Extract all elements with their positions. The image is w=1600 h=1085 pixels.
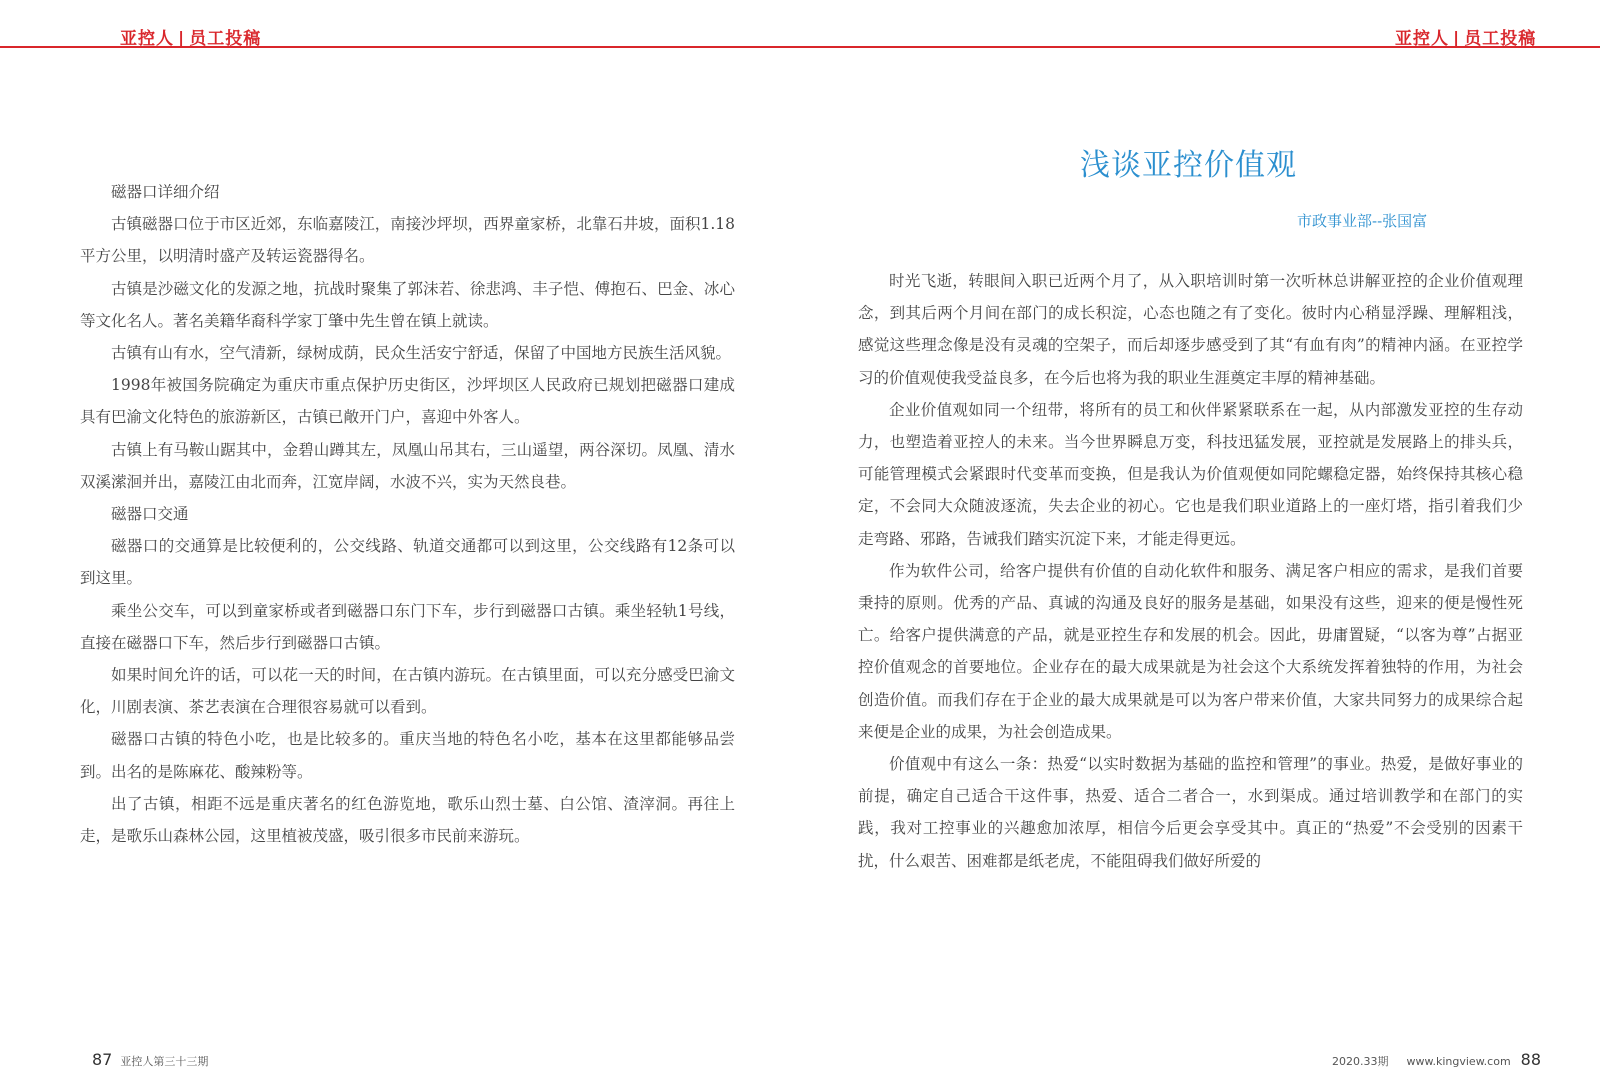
header-section: 员工投稿 [1464,29,1537,49]
subheading: 磁器口交通 [111,505,189,524]
paragraph: 1998年被国务院确定为重庆市重点保护历史街区，沙坪坝区人民政府已规划把磁器口建成具有巴渝文化特色的旅游新区，古镇已敞开门户，喜迎中外客人。 [80,376,735,427]
page-number: 88 [1520,1050,1542,1069]
article-title: 浅谈亚控价值观 [1080,148,1297,183]
paragraph: 磁器口古镇的特色小吃，也是比较多的。重庆当地的特色名小吃，基本在这里都能够品尝到。出名的是陈麻花、酸辣粉等。 [80,730,735,781]
website-link: www.kingview.com [1406,1055,1511,1068]
article-author: 市政事业部--张国富 [1297,212,1428,230]
header-left [120,24,261,49]
page-number: 87 [92,1050,113,1069]
paragraph: 时光飞逝，转眼间入职已近两个月了，从入职培训时第一次听林总讲解亚控的企业价值观理念，到其后两个月间在部门的成长积淀，心态也随之有了变化。彼时内心稍显浮躁、理解粗浅，感觉这些理念像是没有灵魂的空架子，而后却逐步感受到了其“有血有肉”的精神内涵。在亚控学习的价值观使我受益良多，在今后也将为我的职业生涯奠定丰厚的精神基础。 [858,272,1523,387]
header-brand: 亚控人 [1395,29,1449,49]
issue-label: 2020.33期 [1332,1055,1389,1068]
header-brand: 亚控人 [120,29,174,49]
paragraph: 磁器口的交通算是比较便利的，公交线路、轨道交通都可以到这里，公交线路有12条可以到这里。 [80,537,735,588]
header-right [1395,24,1536,49]
right-page-body [858,265,1523,877]
magazine-issue: 亚控人第三十三期 [120,1055,209,1068]
subheading: 磁器口详细介绍 [111,183,220,201]
paragraph: 古镇磁器口位于市区近郊，东临嘉陵江，南接沙坪坝，西界童家桥，北靠石井坡，面积1.18平方公里，以明清时盛产及转运瓷器得名。 [80,215,735,266]
paragraph: 如果时间允许的话，可以花一天的时间，在古镇内游玩。在古镇里面，可以充分感受巴渝文化，川剧表演、茶艺表演在合理很容易就可以看到。 [80,666,735,717]
paragraph: 古镇是沙磁文化的发源之地，抗战时聚集了郭沫若、徐悲鸿、丰子恺、傅抱石、巴金、冰心等文化名人。著名美籍华裔科学家丁肇中先生曾在镇上就读。 [80,279,735,330]
header-section: 员工投稿 [189,29,262,49]
paragraph: 企业价值观如同一个纽带，将所有的员工和伙伴紧紧联系在一起，从内部激发亚控的生存动力，也塑造着亚控人的未来。当今世界瞬息万变，科技迅猛发展，亚控就是发展路上的排头兵，可能管理模式会紧跟时代变革而变换，但是我认为价值观便如同陀螺稳定器，始终保持其核心稳定，不会同大众随波逐流，失去企业的初心。它也是我们职业道路上的一座灯塔，指引着我们少走弯路、邪路，告诫我们踏实沉淀下来，才能走得更远。 [858,400,1523,548]
paragraph: 乘坐公交车，可以到童家桥或者到磁器口东门下车，步行到磁器口古镇。乘坐轻轨1号线，直接在磁器口下车，然后步行到磁器口古镇。 [80,601,735,652]
header-separator: | [178,29,186,49]
paragraph: 古镇上有马鞍山踞其中，金碧山蹲其左，凤凰山吊其右，三山遥望，两谷深切。凤凰、清水双溪潆洄并出，嘉陵江由北而奔，江宽岸阔，水波不兴，实为天然良巷。 [80,440,735,491]
left-page-body [80,176,735,852]
footer-left [92,1050,208,1069]
paragraph: 作为软件公司，给客户提供有价值的自动化软件和服务、满足客户相应的需求，是我们首要秉持的原则。优秀的产品、真诚的沟通及良好的服务是基础，如果没有这些，迎来的便是慢性死亡。给客户提供满意的产品，就是亚控生存和发展的机会。因此，毋庸置疑，“以客为尊”占据亚控价值观念的首要地位。企业存在的最大成果就是为社会这个大系统发挥着独特的作用，为社会创造价值。而我们存在于企业的最大成果就是可以为客户带来价值，大家共同努力的成果综合起来便是企业的成果，为社会创造成果。 [858,561,1523,741]
paragraph: 出了古镇，相距不远是重庆著名的红色游览地，歌乐山烈士墓、白公馆、渣滓洞。再往上走，是歌乐山森林公园，这里植被茂盛，吸引很多市民前来游玩。 [80,794,735,846]
footer-right [1332,1050,1541,1069]
paragraph: 价值观中有这么一条：热爱“以实时数据为基础的监控和管理”的事业。热爱，是做好事业的前提，确定自己适合干这件事，热爱、适合二者合一，水到渠成。通过培训教学和在部门的实践，我对工控事业的兴趣愈加浓厚，相信今后更会享受其中。真正的“热爱”不会受别的因素干扰，什么艰苦、困难都是纸老虎，不能阻碍我们做好所爱的 [858,755,1523,870]
header-separator: | [1453,29,1461,49]
paragraph: 古镇有山有水，空气清新，绿树成荫，民众生活安宁舒适，保留了中国地方民族生活风貌。 [111,344,732,363]
